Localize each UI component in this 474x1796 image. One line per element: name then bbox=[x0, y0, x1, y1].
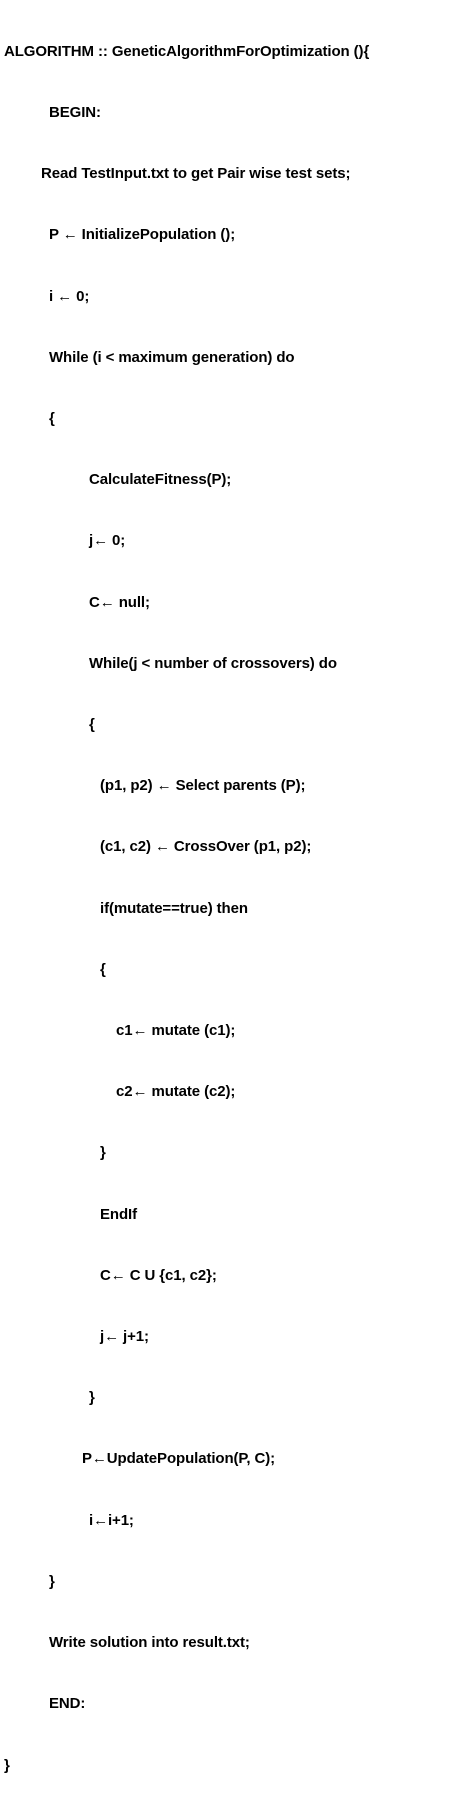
outer-while-line: While (i < maximum generation) do bbox=[49, 348, 295, 366]
union-line: C← C U {c1, c2}; bbox=[100, 1266, 217, 1284]
init-c-line: C← null; bbox=[89, 593, 150, 611]
if-mutate-line: if(mutate==true) then bbox=[100, 899, 248, 917]
if-close-brace: } bbox=[100, 1144, 106, 1162]
mutate-c2-line: c2← mutate (c2); bbox=[116, 1083, 236, 1101]
crossover-line: (c1, c2) ← CrossOver (p1, p2); bbox=[100, 838, 312, 856]
outer-open-brace: { bbox=[49, 410, 55, 428]
inner-close-brace: } bbox=[89, 1389, 95, 1407]
write-solution-line: Write solution into result.txt; bbox=[49, 1634, 250, 1652]
update-population-line: P←UpdatePopulation(P, C); bbox=[82, 1450, 276, 1468]
begin-line: BEGIN: bbox=[49, 104, 101, 122]
increment-j-line: j← j+1; bbox=[100, 1328, 149, 1346]
algorithm-listing bbox=[4, 1, 474, 1796]
init-counter-line: i ← 0; bbox=[49, 287, 90, 305]
outer-close-brace: } bbox=[49, 1572, 55, 1590]
inner-open-brace: { bbox=[89, 716, 95, 734]
init-j-line: j← 0; bbox=[89, 532, 126, 550]
end-line: END: bbox=[49, 1695, 86, 1713]
init-population-line: P ← InitializePopulation (); bbox=[49, 226, 236, 244]
if-open-brace: { bbox=[100, 960, 106, 978]
calculate-fitness-line: CalculateFitness(P); bbox=[89, 471, 232, 489]
mutate-c1-line: c1← mutate (c1); bbox=[116, 1022, 236, 1040]
endif-line: EndIf bbox=[100, 1205, 137, 1223]
read-input-line: Read TestInput.txt to get Pair wise test sets; bbox=[41, 165, 351, 183]
final-close-brace: } bbox=[4, 1756, 10, 1774]
algorithm-header-line: ALGORITHM :: GeneticAlgorithmForOptimization (){ bbox=[4, 42, 370, 60]
inner-while-line: While(j < number of crossovers) do bbox=[89, 654, 337, 672]
increment-i-line: i←i+1; bbox=[89, 1511, 134, 1529]
select-parents-line: (p1, p2) ← Select parents (P); bbox=[100, 777, 306, 795]
